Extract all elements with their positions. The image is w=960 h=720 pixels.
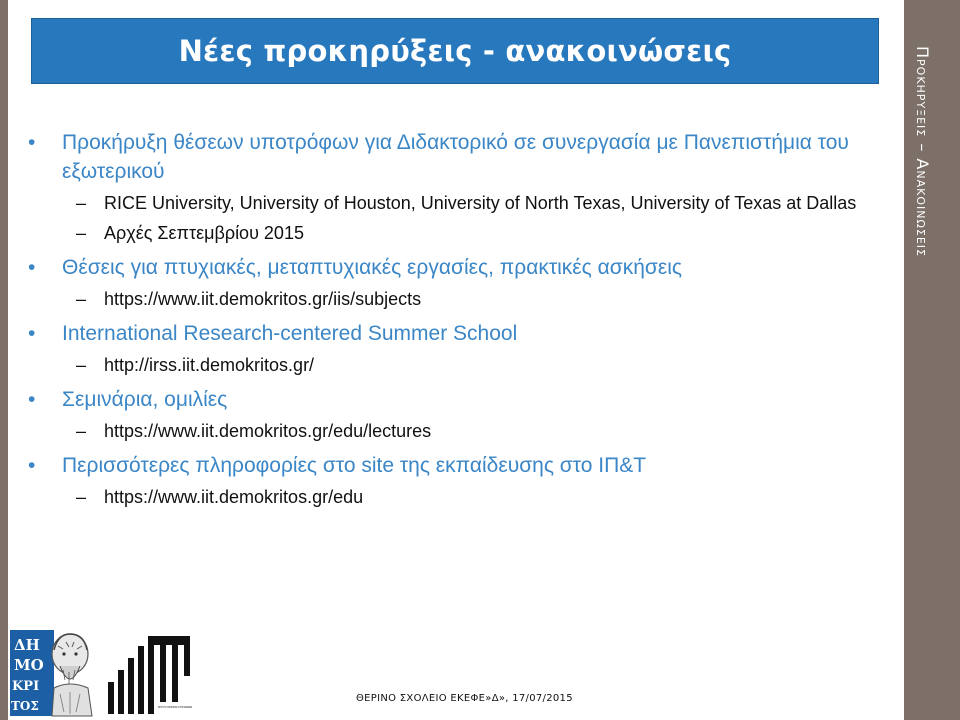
- sub-list-item-link[interactable]: https://www.iit.demokritos.gr/edu/lectures: [104, 421, 432, 441]
- sub-list-item: [28, 353, 878, 378]
- logo-letters-1: ΔΗ: [14, 636, 40, 654]
- list-item-text: Προκήρυξη θέσεων υποτρόφων για Διδακτορικό σε συνεργασία με Πανεπιστήμια του εξωτερικού: [62, 131, 849, 183]
- title-bar: [31, 18, 879, 84]
- list-item: [28, 319, 878, 348]
- list-item: [28, 128, 878, 186]
- sub-list-item: [28, 419, 878, 444]
- list-item-text: Περισσότερες πληροφορίες στο site της εκπαίδευσης στο ΙΠ&Τ: [62, 454, 647, 477]
- sub-list-item-text: RICE University, University of Houston, University of North Texas, University of Texas at Dallas: [104, 193, 857, 213]
- sub-list-item: [28, 485, 878, 510]
- bullet-icon: •: [28, 131, 36, 154]
- dash-icon: –: [76, 355, 87, 375]
- dash-icon: –: [76, 421, 87, 441]
- bullet-icon: •: [28, 322, 36, 345]
- iit-logo: [102, 632, 194, 716]
- side-panel: [904, 0, 960, 720]
- list-item: [28, 253, 878, 282]
- logo-letters-3: ΚΡΙ: [12, 679, 40, 694]
- logo-letters-2: ΜΟ: [14, 656, 44, 674]
- bullet-list: [28, 128, 878, 510]
- list-item-text: International Research-centered Summer School: [62, 322, 518, 345]
- sub-list-item-text: Αρχές Σεπτεμβρίου 2015: [104, 223, 304, 243]
- sub-list-item: [28, 191, 878, 216]
- dash-icon: –: [76, 193, 87, 213]
- sub-list-item: [28, 287, 878, 312]
- slide: [8, 0, 904, 720]
- sub-list-item-link[interactable]: https://www.iit.demokritos.gr/edu: [104, 487, 364, 507]
- dash-icon: –: [76, 487, 87, 507]
- list-item: [28, 385, 878, 414]
- sub-list-item-link[interactable]: https://www.iit.demokritos.gr/iis/subjects: [104, 289, 422, 309]
- footer-text: ΘΕΡΙΝΟ ΣΧΟΛΕΙΟ ΕΚΕΦΕ»Δ», 17/07/2015: [356, 693, 573, 704]
- bullet-icon: •: [28, 454, 36, 477]
- logo-letters-4: ΤΟΣ: [11, 699, 39, 713]
- list-item-text: Σεμινάρια, ομιλίες: [62, 388, 228, 411]
- slide-title: Νέες προκηρύξεις - ανακοινώσεις: [178, 34, 732, 68]
- dash-icon: –: [76, 289, 87, 309]
- list-item-text: Θέσεις για πτυχιακές, μεταπτυχιακές εργασίες, πρακτικές ασκήσεις: [62, 256, 683, 279]
- bullet-icon: •: [28, 388, 36, 411]
- list-item: [28, 451, 878, 480]
- side-title: Προκηρυξεις – Ανακοινωσεις: [913, 46, 932, 257]
- dash-icon: –: [76, 223, 87, 243]
- iit-caption: ΙΝΣΤΙΤΟΥΤΟ ΠΛΗΡΟΦΟΡΙΚΗΣ & ΤΗΛΕΠΙΚΟΙΝΩΝΙΩΝ: [158, 705, 192, 709]
- sub-list-item-link[interactable]: http://irss.iit.demokritos.gr/: [104, 355, 315, 375]
- demokritos-logo: [8, 628, 94, 718]
- sub-list-item: [28, 221, 878, 246]
- bullet-icon: •: [28, 256, 36, 279]
